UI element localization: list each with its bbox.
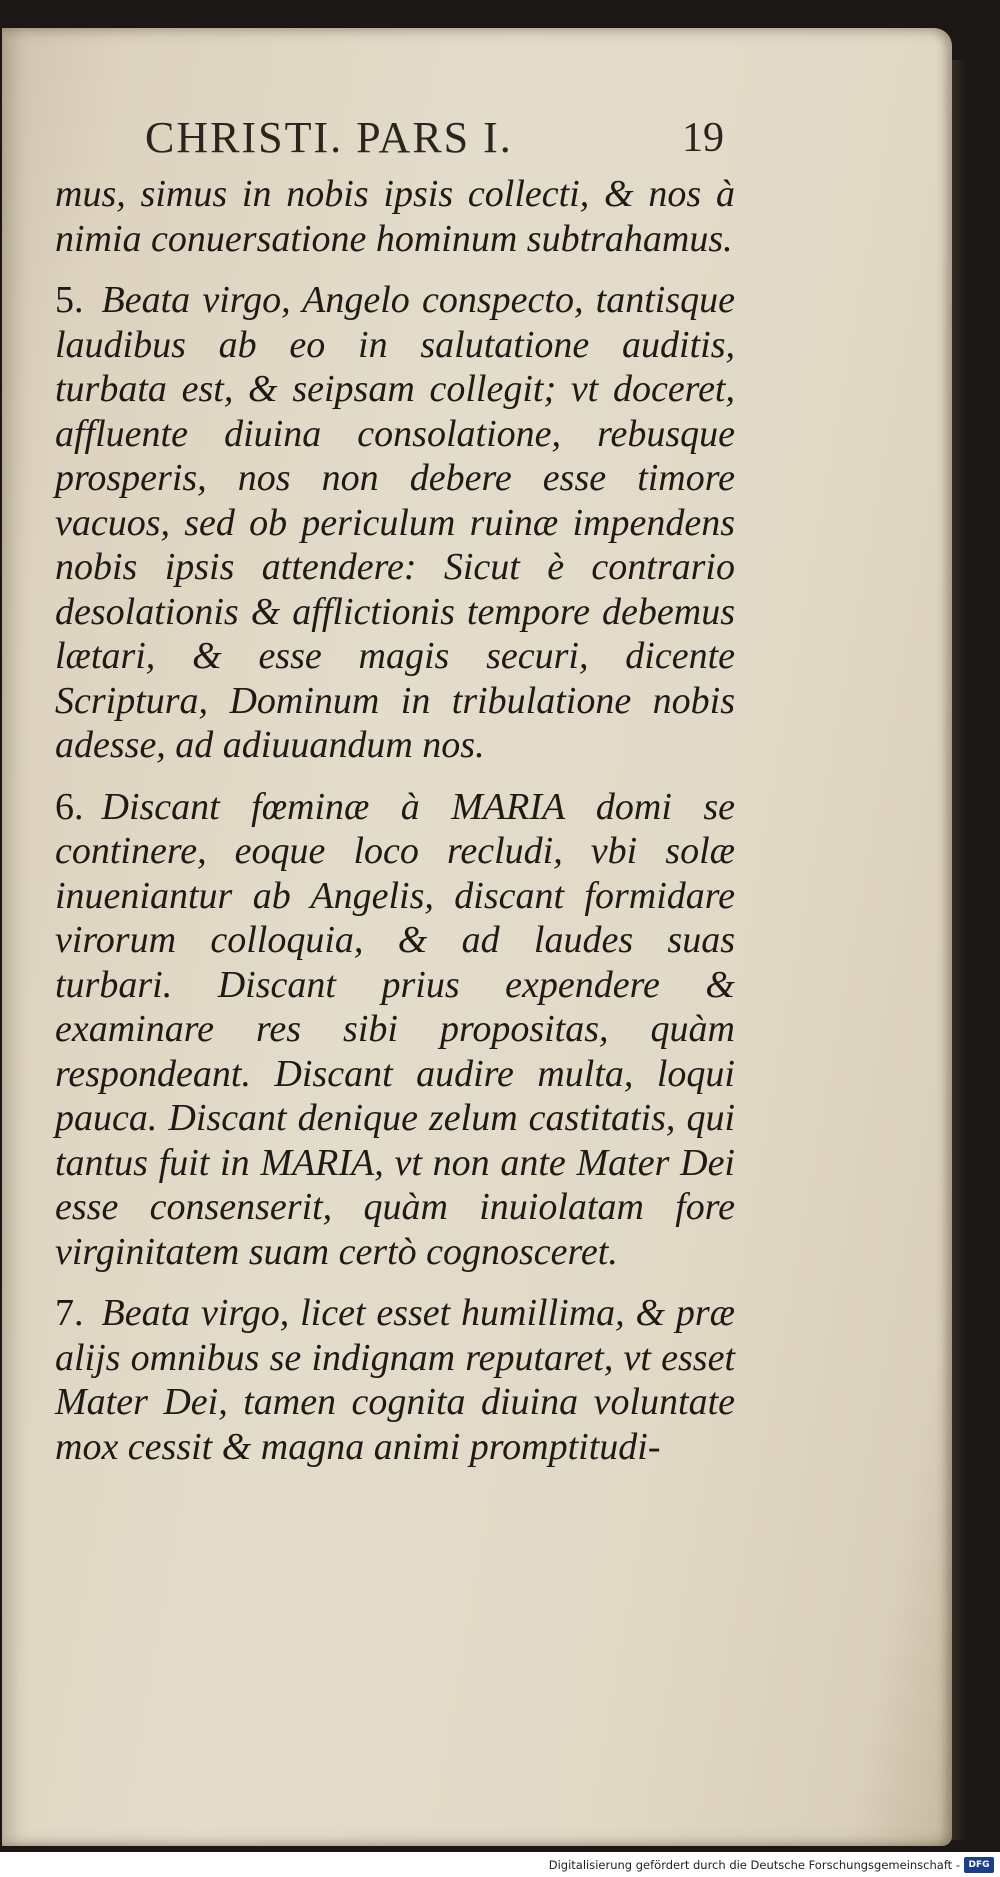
paragraph-text: Beata virgo, Angelo conspecto, tantisque laudibus ab eo in salutatione auditis, turbata est, & seipsam collegit; vt doceret, affluente diuina consolatione, rebusque prosperis, nos non debere esse timore vacuos, sed ob periculum ruinæ impendens nobis ipsis attendere: Sicut è contrario desolationis & afflictionis tempore debemus lætari, & esse magis securi, dicente Scriptura, Dominum in tribulatione nobis adesse, ad adiuuandum nos. [55, 279, 735, 766]
paragraph-number: 7. [55, 1292, 84, 1334]
page-number: 19 [682, 115, 724, 161]
paragraph-number: 5. [55, 279, 84, 321]
paragraph-number: 6. [55, 785, 84, 828]
running-head [145, 112, 745, 172]
digitization-footer [0, 1854, 1000, 1877]
body-text [55, 172, 735, 1486]
paragraph-text: Discant fœminæ à MARIA domi se continere, eoque loco recludi, vbi solæ inueniantur ab Angelis, discant formidare virorum colloquia, & ad laudes suas turbari. Discant prius expendere & examinare res sibi propositas, quàm respondeant. Discant audire multa, loqui pauca. Discant denique zelum castitatis, qui tantus fuit in MARIA, vt non ante Mater Dei esse consenserit, quàm inuiolatam fore virginitatem suam certò cognosceret. [55, 785, 735, 1273]
running-head-title: CHRISTI. PARS I. [145, 113, 513, 162]
paragraph-text: Beata virgo, licet esset humillima, & præ alijs omnibus se indignam reputaret, vt esset Mater Dei, tamen cognita diuina voluntate mox cessit & magna animi promptitudi- [55, 1292, 735, 1468]
paragraph [55, 278, 735, 768]
dfg-logo: DFG [964, 1857, 994, 1873]
footer-credit-text: Digitalisierung gefördert durch die Deutsche Forschungsgemeinschaft - [548, 1858, 960, 1872]
paragraph [55, 172, 735, 261]
paragraph-text: mus, simus in nobis ipsis collecti, & nos à nimia conuersatione hominum subtrahamus. [55, 173, 735, 260]
paragraph [55, 1291, 735, 1469]
paragraph [55, 785, 735, 1275]
